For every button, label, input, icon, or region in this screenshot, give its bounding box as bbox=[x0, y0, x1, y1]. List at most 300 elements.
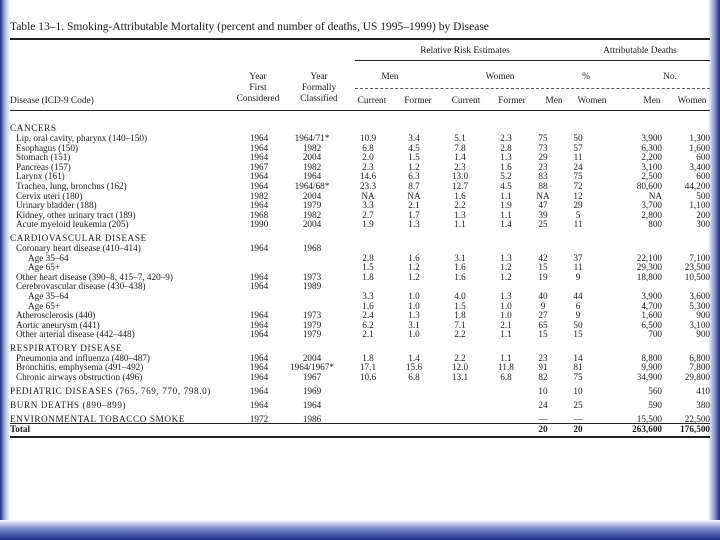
cell-pw: 10 bbox=[573, 386, 583, 397]
cell-wc: 1.5 bbox=[454, 300, 466, 311]
cell-y2: 1969 bbox=[302, 386, 322, 397]
cell-nw: 23,500 bbox=[684, 262, 710, 273]
men-current-header: Current bbox=[357, 96, 387, 106]
cell-mf: 1.0 bbox=[408, 329, 420, 340]
cell-nw: 7,100 bbox=[689, 252, 710, 263]
cell-y2: 1968 bbox=[302, 242, 322, 253]
cell-mf: 1.4 bbox=[408, 352, 420, 363]
cell-wc: 1.8 bbox=[454, 310, 466, 321]
cell-nw: 3,400 bbox=[689, 161, 710, 172]
women-current-header: Current bbox=[451, 96, 481, 106]
cell-mc: 6.2 bbox=[362, 319, 374, 330]
cell-pw: 81 bbox=[573, 362, 583, 373]
cell-wc: 2.3 bbox=[454, 161, 466, 172]
cell-pw: 9 bbox=[575, 271, 581, 282]
cell-wf: 1.2 bbox=[500, 271, 512, 282]
cell-wc: 1.4 bbox=[454, 152, 466, 163]
disease-label: Pneumonia and influenza (480–487) bbox=[16, 352, 150, 363]
cell-mf: NA bbox=[407, 190, 421, 201]
year-formal-line1: Year bbox=[310, 72, 328, 82]
cell-wf: 1.3 bbox=[500, 252, 512, 263]
cell-wc: 7.8 bbox=[454, 142, 466, 153]
section-label: RESPIRATORY DISEASE bbox=[10, 343, 123, 354]
cell-nm: 590 bbox=[648, 400, 662, 411]
table-row bbox=[10, 292, 710, 302]
cell-y1: 1964 bbox=[249, 400, 269, 411]
disease-label: Esophagus (150) bbox=[16, 142, 79, 153]
cell-pm: 91 bbox=[538, 362, 548, 373]
no-men-header: Men bbox=[643, 96, 661, 106]
cell-y1 bbox=[238, 254, 280, 264]
disease-label: Larynx (161) bbox=[16, 171, 65, 182]
table-row bbox=[10, 153, 710, 163]
cell-mc bbox=[344, 397, 392, 411]
cell-y1: 1967 bbox=[249, 161, 269, 172]
cell-nm: 700 bbox=[648, 329, 662, 340]
table-row bbox=[10, 311, 710, 321]
disease-label: ENVIRONMENTAL TOBACCO SMOKE bbox=[10, 414, 186, 425]
table-row bbox=[10, 383, 710, 397]
cell-nm: 263,600 bbox=[632, 423, 662, 434]
section-header-row bbox=[10, 230, 710, 244]
cell-nw: 22,500 bbox=[684, 414, 710, 425]
cell-pm: 9 bbox=[540, 300, 546, 311]
cell-mf: 1.5 bbox=[408, 152, 420, 163]
cell-y2: 1979 bbox=[302, 319, 322, 330]
table-row bbox=[10, 330, 710, 340]
cell-nw: 44,200 bbox=[684, 180, 710, 191]
cell-y2: 1964/68* bbox=[294, 180, 330, 191]
cell-wc: 2.2 bbox=[454, 352, 466, 363]
cell-pw: 6 bbox=[575, 300, 581, 311]
cell-nw: 900 bbox=[696, 310, 710, 321]
cell-mf: 1.3 bbox=[408, 310, 420, 321]
disease-label: Age 35–64 bbox=[28, 290, 69, 301]
cell-mf: 1.2 bbox=[408, 161, 420, 172]
cell-wf: 1.9 bbox=[500, 200, 512, 211]
cell-pm: 42 bbox=[538, 252, 548, 263]
disease-label: Bronchitis, emphysema (491–492) bbox=[16, 362, 144, 373]
table-row bbox=[10, 192, 710, 202]
cell-mf: 1.0 bbox=[408, 300, 420, 311]
cell-pw: 5 bbox=[575, 209, 581, 220]
cell-nw: 10,500 bbox=[684, 271, 710, 282]
cell-mf bbox=[392, 383, 436, 397]
cell-wc: 1.3 bbox=[454, 209, 466, 220]
cell-y1: 1964 bbox=[249, 152, 269, 163]
cell-y1: 1964 bbox=[249, 281, 269, 292]
cell-pm: 23 bbox=[538, 161, 548, 172]
cell-wc: 7.1 bbox=[454, 319, 466, 330]
cell-wc: 12.0 bbox=[451, 362, 469, 373]
cell-mc: 2.3 bbox=[362, 161, 374, 172]
cell-wf bbox=[484, 397, 528, 411]
cell-mc: 10.6 bbox=[359, 372, 377, 383]
cell-wf: 1.0 bbox=[500, 300, 512, 311]
cell-nw: 600 bbox=[696, 171, 710, 182]
table-row bbox=[10, 244, 710, 254]
women-former-header: Former bbox=[498, 96, 526, 106]
cell-wc: 5.1 bbox=[454, 133, 466, 143]
cell-mc bbox=[344, 383, 392, 397]
cell-wc: 1.1 bbox=[454, 219, 466, 230]
cell-mf: 1.0 bbox=[408, 290, 420, 301]
cell-mc: 23.3 bbox=[359, 180, 377, 191]
cell-wc: 13.0 bbox=[451, 171, 469, 182]
cell-y2: 1973 bbox=[302, 310, 322, 321]
cell-mc: 3.3 bbox=[362, 290, 374, 301]
cell-wf: 1.3 bbox=[500, 290, 512, 301]
cell-wf bbox=[484, 425, 528, 435]
cell-pm: 73 bbox=[538, 142, 548, 153]
cell-mf: 8.7 bbox=[408, 180, 420, 191]
cell-nm: 3,100 bbox=[641, 161, 662, 172]
cell-mc: 2.4 bbox=[362, 310, 374, 321]
cell-mc: 2.1 bbox=[362, 329, 374, 340]
disease-label: Cervix uteri (180) bbox=[16, 190, 83, 201]
cell-nw: 200 bbox=[696, 209, 710, 220]
cell-nm: 18,800 bbox=[636, 271, 662, 282]
year-first-line2: First bbox=[249, 83, 267, 93]
slide-bottom-band bbox=[0, 520, 720, 540]
cell-wf: 2.1 bbox=[500, 319, 512, 330]
cell-mc bbox=[344, 425, 392, 435]
cell-pw: 57 bbox=[573, 142, 583, 153]
cell-wf: 1.3 bbox=[500, 152, 512, 163]
attributable-deaths-header: Attributable Deaths bbox=[603, 46, 677, 56]
cell-nm: 34,900 bbox=[636, 372, 662, 383]
cell-mf: 1.3 bbox=[408, 219, 420, 230]
disease-label: Trachea, lung, bronchus (162) bbox=[16, 180, 127, 191]
pct-women-header: Women bbox=[577, 96, 607, 106]
cell-mc: 1.6 bbox=[362, 300, 374, 311]
disease-label: Chronic airways obstruction (496) bbox=[16, 372, 143, 383]
cell-y1: 1964 bbox=[249, 329, 269, 340]
cell-mc: 1.9 bbox=[362, 219, 374, 230]
disease-label: Stomach (151) bbox=[16, 152, 71, 163]
cell-y1: 1964 bbox=[249, 142, 269, 153]
cell-nm: 6,500 bbox=[641, 319, 662, 330]
cell-mc: 17.1 bbox=[359, 362, 377, 373]
cell-nm: 9,900 bbox=[641, 362, 662, 373]
cell-wf: 11.8 bbox=[498, 362, 514, 373]
cell-pw: 11 bbox=[573, 219, 583, 230]
cell-pm: 19 bbox=[538, 271, 548, 282]
disease-label: Total bbox=[10, 423, 31, 434]
cell-pw: 50 bbox=[573, 319, 583, 330]
cell-y1: 1964 bbox=[249, 372, 269, 383]
cell-mf: 6.8 bbox=[408, 372, 420, 383]
cell-wf: 1.0 bbox=[500, 310, 512, 321]
cell-nw: 3,100 bbox=[689, 319, 710, 330]
cell-y1: 1968 bbox=[249, 209, 269, 220]
cell-y2: 1964 bbox=[302, 400, 322, 411]
cell-nw: 1,100 bbox=[689, 200, 710, 211]
cell-y1: 1964 bbox=[249, 362, 269, 373]
cell-mc: 2.8 bbox=[362, 252, 374, 263]
cell-pw: 72 bbox=[573, 180, 583, 191]
cell-nw: 5,300 bbox=[689, 300, 710, 311]
cell-y2: 1989 bbox=[302, 281, 322, 292]
cell-mf: 1.6 bbox=[408, 252, 420, 263]
top-rule bbox=[10, 38, 710, 40]
cell-nw: 500 bbox=[696, 190, 710, 201]
cell-mc: 3.3 bbox=[362, 200, 374, 211]
cell-nm: 29,300 bbox=[636, 262, 662, 273]
cell-nm: 2,500 bbox=[641, 171, 662, 182]
cell-y2: 2004 bbox=[302, 352, 322, 363]
cell-pm: 40 bbox=[538, 290, 548, 301]
cell-y2: 1973 bbox=[302, 271, 322, 282]
disease-label: Age 65+ bbox=[28, 262, 60, 273]
year-first-line3: Considered bbox=[236, 94, 280, 104]
cell-mc: 1.8 bbox=[362, 271, 374, 282]
cell-y2 bbox=[280, 292, 344, 302]
cell-pm: 23 bbox=[538, 352, 548, 363]
cell-y1 bbox=[238, 425, 280, 435]
cell-nm: 560 bbox=[648, 386, 662, 397]
cell-nw: 600 bbox=[696, 152, 710, 163]
cell-y1: 1964 bbox=[249, 271, 269, 282]
cell-y2: 2004 bbox=[302, 190, 322, 201]
cell-wf: 4.5 bbox=[500, 180, 512, 191]
cell-wc: 13.1 bbox=[451, 372, 469, 383]
cell-pm: 47 bbox=[538, 200, 548, 211]
cell-y2: 1982 bbox=[302, 161, 322, 172]
cell-pm: 29 bbox=[538, 152, 548, 163]
disease-label: Cerebrovascular disease (430–438) bbox=[16, 281, 146, 292]
cell-y1: 1964 bbox=[249, 133, 269, 143]
scanned-table-document bbox=[10, 0, 710, 522]
cell-pm: 10 bbox=[538, 386, 548, 397]
cell-wc: 1.6 bbox=[454, 262, 466, 273]
cell-y1: 1964 bbox=[249, 319, 269, 330]
cell-pw: 9 bbox=[575, 310, 581, 321]
year-formal-line2: Formally bbox=[301, 83, 337, 93]
cell-nm: 2,800 bbox=[641, 209, 662, 220]
cell-nm: 800 bbox=[648, 219, 662, 230]
rr-men-header: Men bbox=[381, 72, 399, 82]
attributable-rule bbox=[546, 60, 710, 61]
cell-y1 bbox=[238, 292, 280, 302]
cell-pm: 15 bbox=[538, 329, 548, 340]
cell-pm: 27 bbox=[538, 310, 548, 321]
cell-wf: 1.2 bbox=[500, 262, 512, 273]
cell-wf: 6.8 bbox=[500, 372, 512, 383]
cell-nw: 410 bbox=[696, 386, 710, 397]
cell-nm: 80,600 bbox=[636, 180, 662, 191]
cell-nm: 4,700 bbox=[641, 300, 662, 311]
cell-nw: 176,500 bbox=[680, 423, 710, 434]
cell-pm: 82 bbox=[538, 372, 548, 383]
cell-nm: 6,300 bbox=[641, 142, 662, 153]
cell-pw: 44 bbox=[573, 290, 583, 301]
cell-wc: 4.0 bbox=[454, 290, 466, 301]
table-row bbox=[10, 373, 710, 383]
relative-risk-rule bbox=[355, 60, 560, 61]
cell-y1: 1964 bbox=[249, 200, 269, 211]
table-row bbox=[10, 144, 710, 154]
cell-pw: 37 bbox=[573, 252, 583, 263]
table-title: Table 13–1. Smoking-Attributable Mortality (percent and number of deaths, US 1995–1999) by Disease bbox=[10, 21, 489, 33]
table-row bbox=[10, 397, 710, 411]
cell-mc: 2.0 bbox=[362, 152, 374, 163]
disease-label: Kidney, other urinary tract (189) bbox=[16, 209, 136, 220]
cell-y2: 1964 bbox=[302, 171, 322, 182]
cell-wf: 2.3 bbox=[500, 133, 512, 143]
cell-y1: 1972 bbox=[249, 414, 269, 425]
cell-pw: 50 bbox=[573, 133, 583, 143]
disease-label: Other arterial disease (442–448) bbox=[16, 329, 135, 340]
year-first-line1: Year bbox=[249, 72, 267, 82]
disease-label: PEDIATRIC DISEASES (765, 769, 770, 798.0) bbox=[10, 386, 211, 397]
cell-pm: 25 bbox=[538, 219, 548, 230]
cell-nm: 3,900 bbox=[641, 290, 662, 301]
cell-y1: 1964 bbox=[249, 171, 269, 182]
total-top-rule bbox=[10, 423, 710, 424]
cell-mf: 4.5 bbox=[408, 142, 420, 153]
disease-label: Lip, oral cavity, pharynx (140–150) bbox=[16, 133, 148, 143]
cell-y1: 1982 bbox=[249, 190, 269, 201]
disease-label: Pancreas (157) bbox=[16, 161, 71, 172]
cell-y2: 1964/71* bbox=[294, 133, 330, 143]
cell-pw: 15 bbox=[573, 329, 583, 340]
total-row bbox=[10, 425, 710, 435]
cell-nm: 8,800 bbox=[641, 352, 662, 363]
cell-y2: 1982 bbox=[302, 142, 322, 153]
cell-pw: 14 bbox=[573, 352, 583, 363]
cell-pw: 12 bbox=[573, 190, 583, 201]
cell-nm: 22,100 bbox=[636, 252, 662, 263]
disease-label: BURN DEATHS (890–899) bbox=[10, 400, 127, 411]
cell-y2 bbox=[280, 425, 344, 435]
cell-wc bbox=[436, 397, 484, 411]
table-row bbox=[10, 220, 710, 230]
cell-nw: 1,600 bbox=[689, 142, 710, 153]
cell-y2: 1982 bbox=[302, 209, 322, 220]
table-row bbox=[10, 134, 710, 144]
cell-wc: 3.1 bbox=[454, 252, 466, 263]
cell-nm: 2,200 bbox=[641, 152, 662, 163]
mortality-table bbox=[10, 122, 710, 434]
cell-wf: 1.1 bbox=[500, 209, 512, 220]
cell-wc: 2.2 bbox=[454, 329, 466, 340]
relative-risk-header: Relative Risk Estimates bbox=[420, 46, 510, 56]
cell-nm: 3,700 bbox=[641, 200, 662, 211]
cell-nw: 380 bbox=[696, 400, 710, 411]
cell-pw: 11 bbox=[573, 152, 583, 163]
cell-wf: 1.1 bbox=[500, 190, 512, 201]
cell-mc: 10.9 bbox=[359, 133, 377, 143]
section-label: CARDIOVASCULAR DISEASE bbox=[10, 233, 147, 244]
disease-label: Atherosclerosis (440) bbox=[16, 310, 96, 321]
cell-y2: 1979 bbox=[302, 329, 322, 340]
table-bottom-rule bbox=[10, 436, 710, 438]
cell-mf: 3.1 bbox=[408, 319, 420, 330]
cell-nw: 300 bbox=[696, 219, 710, 230]
cell-mf: 1.2 bbox=[408, 262, 420, 273]
cell-nm: NA bbox=[648, 190, 662, 201]
cell-nw: 7,800 bbox=[689, 362, 710, 373]
disease-label: Age 65+ bbox=[28, 300, 60, 311]
disease-label: Other heart disease (390–8, 415–7, 420–9) bbox=[16, 271, 173, 282]
cell-mc: NA bbox=[361, 190, 375, 201]
disease-label: Aortic aneurysm (441) bbox=[16, 319, 100, 330]
cell-mf: 3.4 bbox=[408, 133, 420, 143]
table-row bbox=[10, 282, 710, 292]
cell-pm: NA bbox=[536, 190, 550, 201]
cell-mf: 1.2 bbox=[408, 271, 420, 282]
cell-mc: 1.8 bbox=[362, 352, 374, 363]
disease-label: Acute myeloid leukemia (205) bbox=[16, 219, 129, 230]
cell-mf: 6.3 bbox=[408, 171, 420, 182]
men-former-header: Former bbox=[404, 96, 432, 106]
section-header-row bbox=[10, 340, 710, 354]
cell-pm: 39 bbox=[538, 209, 548, 220]
pct-header: % bbox=[582, 72, 590, 82]
cell-mc: 6.8 bbox=[362, 142, 374, 153]
cell-mc: 1.5 bbox=[362, 262, 374, 273]
cell-pm: 65 bbox=[538, 319, 548, 330]
cell-nm: 1,600 bbox=[641, 310, 662, 321]
cell-mc: 14.6 bbox=[359, 171, 377, 182]
section-label: CANCERS bbox=[10, 123, 57, 134]
cell-nw: 3,600 bbox=[689, 290, 710, 301]
cell-pw: 25 bbox=[573, 400, 583, 411]
pct-men-header: Men bbox=[545, 96, 563, 106]
cell-wf: 1.1 bbox=[500, 352, 512, 363]
subheader-dash-rule bbox=[355, 88, 710, 89]
cell-pm: 24 bbox=[538, 400, 548, 411]
cell-y2: 2004 bbox=[302, 152, 322, 163]
cell-pw: 24 bbox=[573, 161, 583, 172]
cell-pm: 88 bbox=[538, 180, 548, 191]
cell-y1: 1964 bbox=[249, 180, 269, 191]
cell-wc: 12.7 bbox=[451, 180, 469, 191]
cell-y2: 1979 bbox=[302, 200, 322, 211]
cell-mf: 15.6 bbox=[405, 362, 423, 373]
cell-wf bbox=[484, 383, 528, 397]
cell-pw: 20 bbox=[573, 423, 583, 434]
cell-nw: 900 bbox=[696, 329, 710, 340]
cell-y1: 1964 bbox=[249, 352, 269, 363]
year-formal-line3: Classified bbox=[300, 94, 338, 104]
no-women-header: Women bbox=[677, 96, 707, 106]
rr-women-header: Women bbox=[485, 72, 515, 82]
cell-wc: 1.6 bbox=[454, 271, 466, 282]
table-row bbox=[10, 254, 710, 264]
cell-y1: 1964 bbox=[249, 386, 269, 397]
cell-wc: 1.6 bbox=[454, 190, 466, 201]
cell-y2: 1967 bbox=[302, 372, 322, 383]
cell-pm: 75 bbox=[538, 133, 548, 143]
cell-nw: 1,300 bbox=[689, 133, 710, 143]
cell-pw: 29 bbox=[573, 200, 583, 211]
cell-nw: 6,800 bbox=[689, 352, 710, 363]
no-header: No. bbox=[663, 72, 677, 82]
cell-wc bbox=[436, 383, 484, 397]
cell-pm: 83 bbox=[538, 171, 548, 182]
cell-y2: 2004 bbox=[302, 219, 322, 230]
disease-label: Urinary bladder (188) bbox=[16, 200, 97, 211]
disease-label: Coronary heart disease (410–414) bbox=[16, 242, 141, 253]
cell-pw: 75 bbox=[573, 372, 583, 383]
cell-y2 bbox=[280, 254, 344, 264]
cell-mf bbox=[392, 425, 436, 435]
cell-y2: 1986 bbox=[302, 414, 322, 425]
disease-label: Age 35–64 bbox=[28, 252, 69, 263]
cell-wc bbox=[436, 425, 484, 435]
